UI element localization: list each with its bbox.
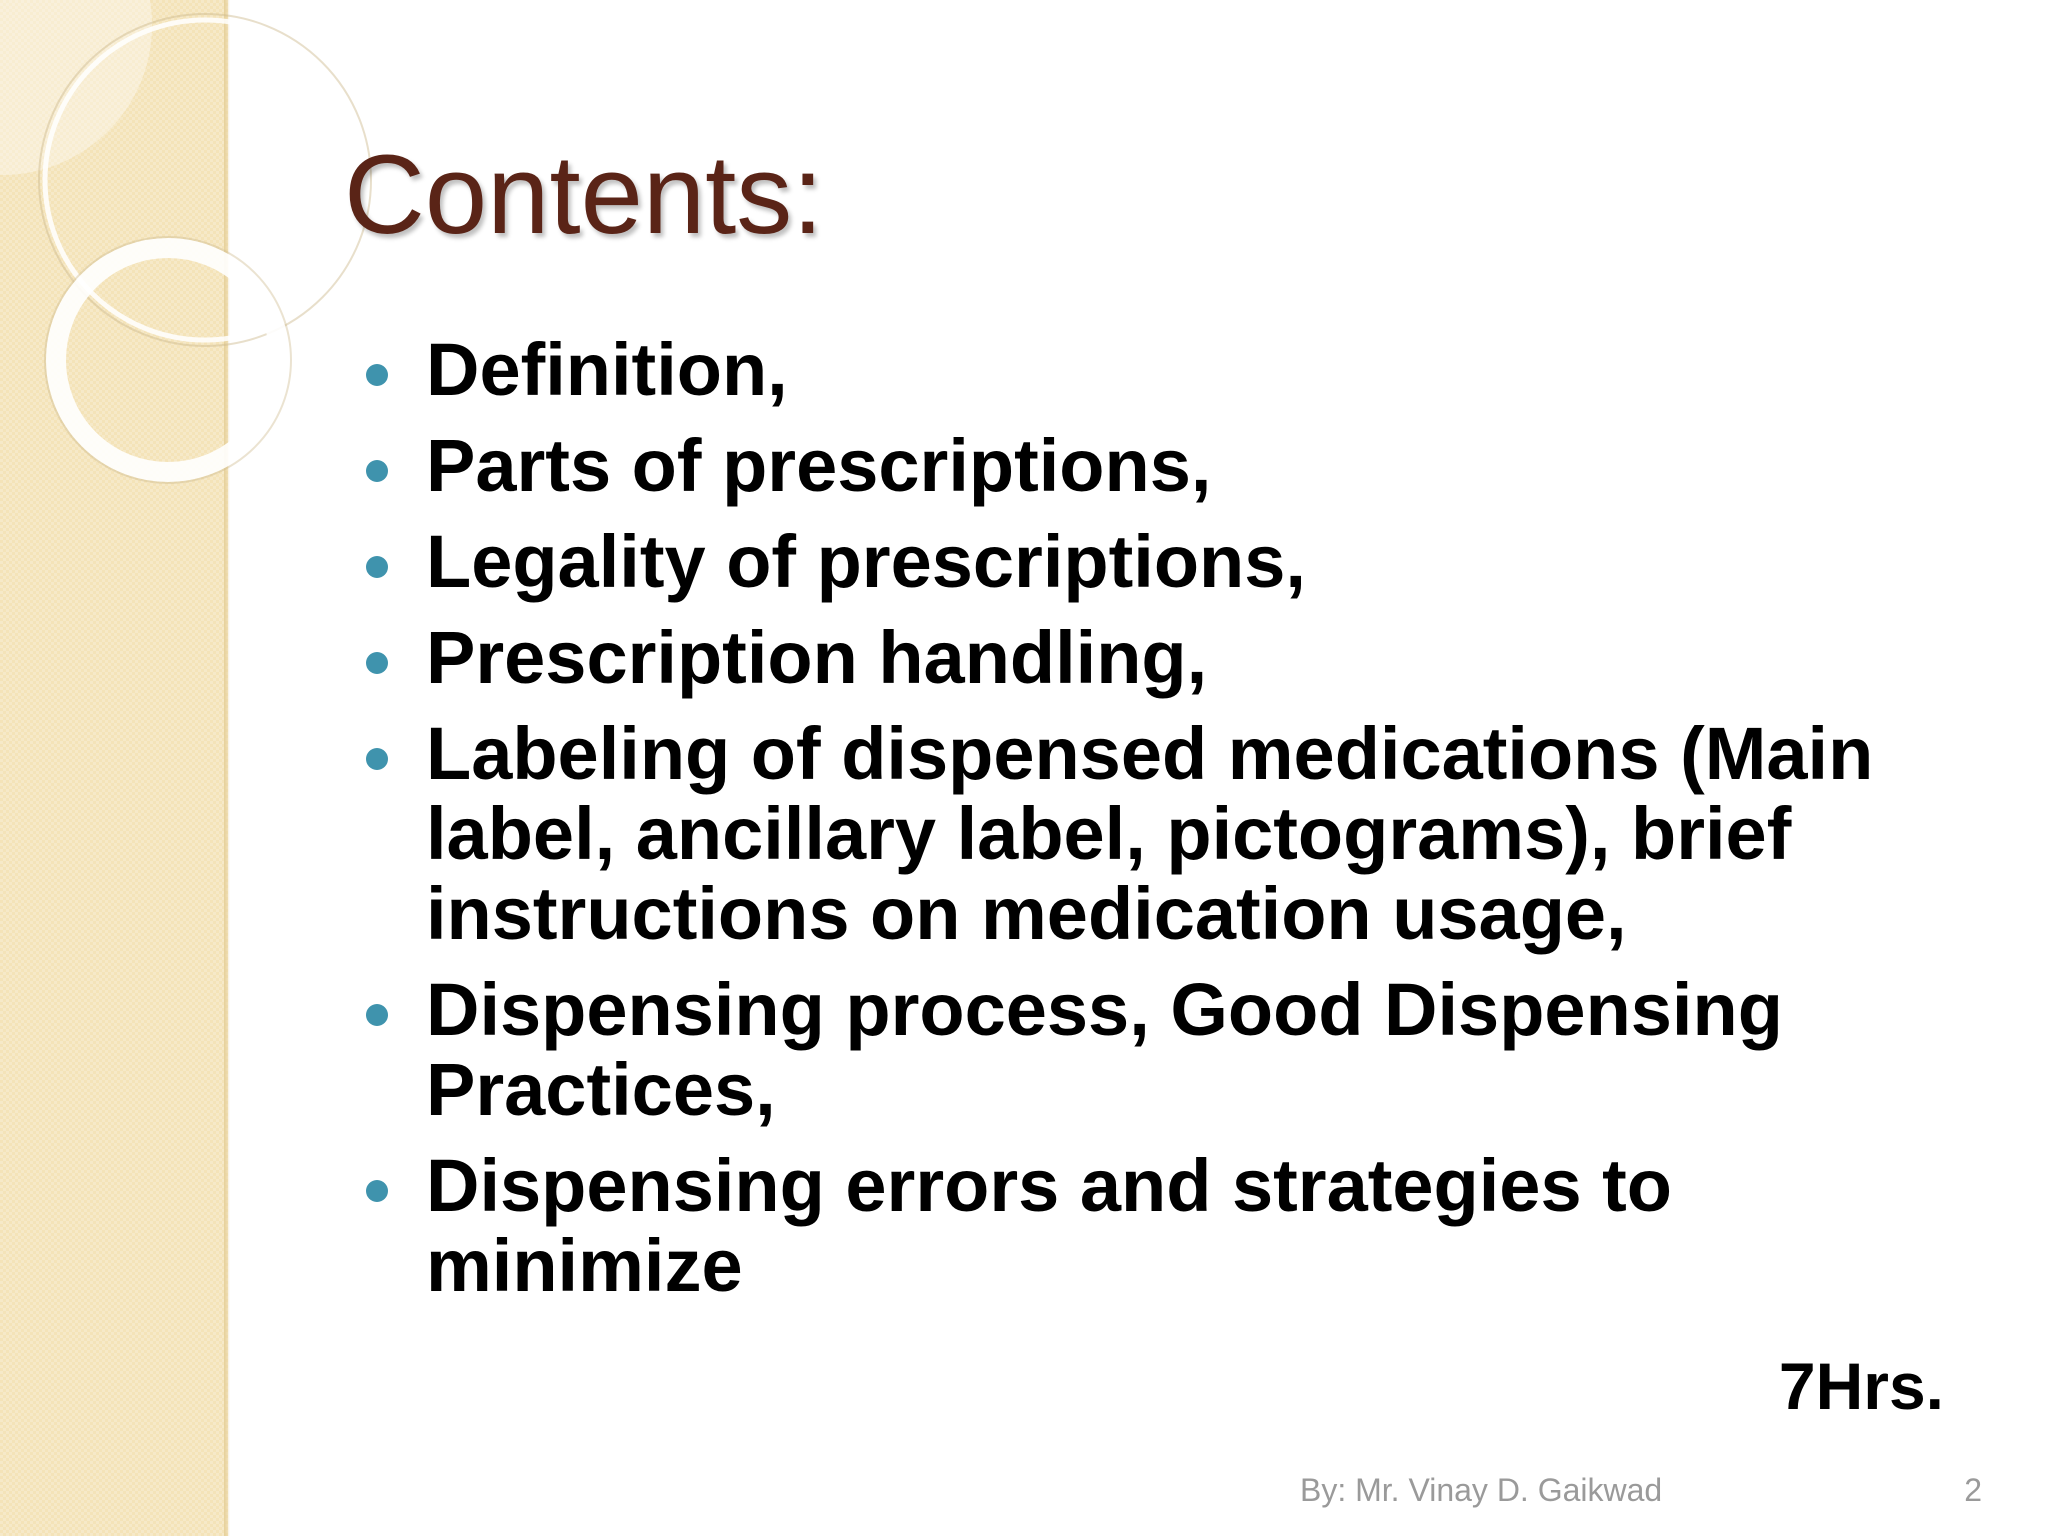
list-item — [360, 970, 1940, 1130]
bullet-icon — [366, 1180, 388, 1202]
list-item-text: Legality of prescriptions, — [426, 520, 1306, 603]
list-item-text: Parts of prescriptions, — [426, 424, 1212, 507]
bullet-icon — [366, 364, 388, 386]
list-item-text: Definition, — [426, 328, 788, 411]
list-item-text: Labeling of dispensed medications (Main label, ancillary label, pictograms), brief instructions on medication usage, — [426, 712, 1874, 955]
list-item-text: Dispensing process, Good Dispensing Practices, — [426, 968, 1783, 1131]
page-number: 2 — [1964, 1472, 1982, 1508]
list-item — [360, 714, 1940, 954]
slide-title: Contents: — [344, 132, 824, 257]
bullet-icon — [366, 556, 388, 578]
bullet-icon — [366, 652, 388, 674]
decorative-circles — [0, 0, 420, 520]
list-item — [360, 426, 1940, 506]
footer-author: By: Mr. Vinay D. Gaikwad — [1300, 1472, 1663, 1508]
bullet-icon — [366, 748, 388, 770]
bullet-icon — [366, 1004, 388, 1026]
list-item — [360, 618, 1940, 698]
duration-label: 7Hrs. — [1778, 1349, 1944, 1423]
list-item-text: Prescription handling, — [426, 616, 1208, 699]
bullet-icon — [366, 460, 388, 482]
list-item — [360, 522, 1940, 602]
list-item — [360, 1146, 1940, 1306]
list-item — [360, 330, 1940, 410]
list-item-text: Dispensing errors and strategies to minimize — [426, 1144, 1673, 1307]
contents-list — [360, 330, 1940, 1322]
